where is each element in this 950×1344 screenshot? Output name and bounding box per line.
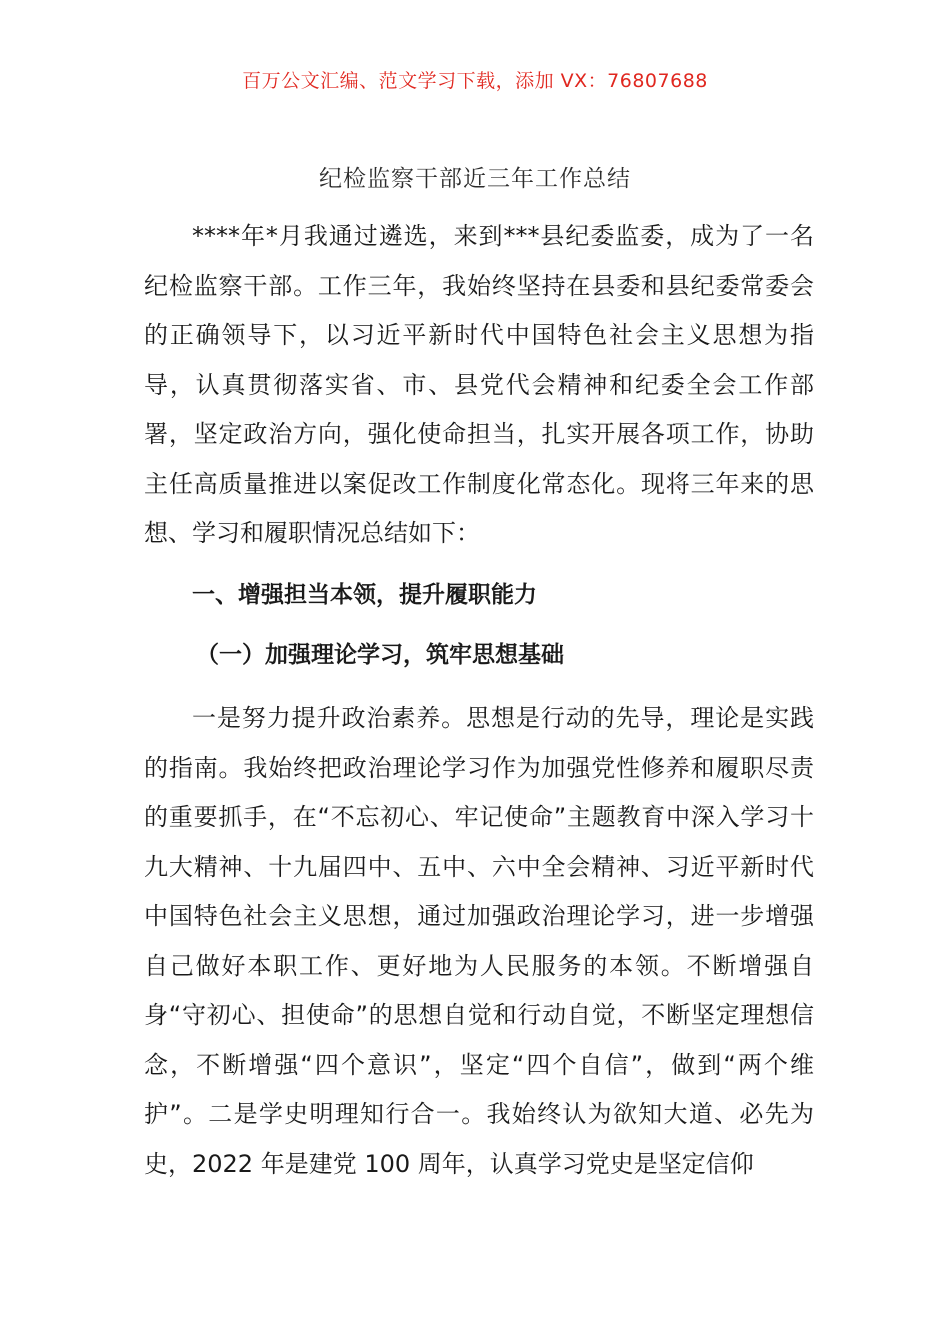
intro-paragraph: ****年*月我通过遴选，来到***县纪委监委，成为了一名纪检监察干部。工作三年，我始终坚持在县委和县纪委常委会的正确领导下，以习近平新时代中国特色社会主义思想为指导，认真贯彻落实省、市、县党代会精神和纪委全会工作部署，坚定政治方向，强化使命担当，扎实开展各项工作，协助主任高质量推进以案促改工作制度化常态化。现将三年来的思想、学习和履职情况总结如下：	[144, 222, 814, 547]
section-heading-1: 一、增强担当本领，提升履职能力	[192, 582, 537, 608]
document-title: 纪检监察干部近三年工作总结	[319, 166, 631, 192]
download-banner: 百万公文汇编、范文学习下载，添加 VX：76807688	[242, 70, 708, 92]
body-paragraph: 一是努力提升政治素养。思想是行动的先导，理论是实践的指南。我始终把政治理论学习作为加强党性修养和履职尽责的重要抓手，在“不忘初心、牢记使命”主题教育中深入学习十九大精神、十九届四中、五中、六中全会精神、习近平新时代中国特色社会主义思想，通过加强政治理论学习，进一步增强自己做好本职工作、更好地为人民服务的本领。不断增强自身“守初心、担使命”的思想自觉和行动自觉，不断坚定理想信念，不断增强“四个意识”，坚定“四个自信”，做到“两个维护”。二是学史明理知行合一。我始终认为欲知大道、必先为史，2022 年是建党 100 周年，认真学习党史是坚定信仰	[144, 704, 814, 1178]
subsection-heading-1: （一）加强理论学习，筑牢思想基础	[196, 642, 564, 668]
